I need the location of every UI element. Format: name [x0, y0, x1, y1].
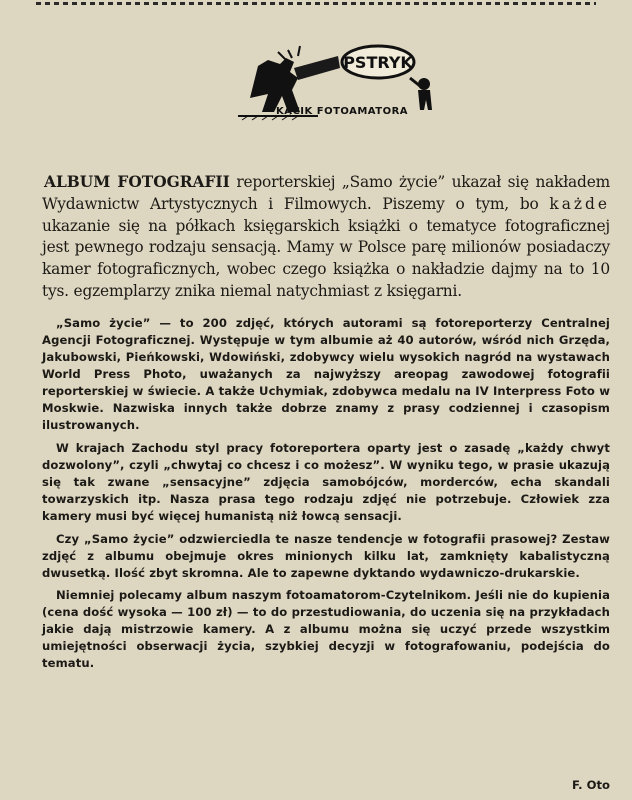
lead-caps: ALBUM FOTOGRAFII [44, 173, 230, 191]
paragraph-1: „Samo życie” — to 200 zdjęć, których autorami są fotoreporterzy Centralnej Agencji Fotograficznej. Występuje w tym albumie aż 40 autorów, wśród nich Grzęda, Jakubowski, Pieńkowski, Wdowiński, zdobywcy wielu wysokich nagród na wystawach World Press Photo, uważanych za najwyższy areopag zawodowej fotografii reporterskiej w świecie. A także Uchymiak, zdobywca medalu na IV Interpress Foto w Moskwie. Nazwiska innych także dobrze znamy z prasy codziennej i czasopism ilustrowanych. [42, 315, 610, 432]
logo-title: PSTRYK [343, 53, 413, 72]
top-dashed-rule [36, 2, 596, 5]
lead-text-2: ukazanie się na półkach księgarskich książki o tematyce fotograficznej jest pewnego rodzaju sensacją. Mamy w Polsce parę milionów posiadaczy kamer fotograficznych, wobec czego książka o nakładzie dajmy na to 10 tys. egzemplarzy znika niemal natychmiast z księgarni. [42, 216, 610, 300]
camera-beam [294, 56, 340, 80]
paragraph-3: Czy „Samo życie” odzwierciedla te nasze tendencje w fotografii prasowej? Zestaw zdjęć z albumu obejmuje okres minionych kilku lat, zamknięty kabalistyczną dwusetką. Ilość zbyt skromna. Ale to zapewne dyktando wydawniczo-drukarskie. [42, 531, 610, 580]
flash-burst [278, 46, 300, 60]
author-signature: F. Oto [571, 778, 610, 792]
logo-subtitle: KĄCIK FOTOAMATORA [275, 106, 409, 117]
lead-text-1: reporterskiej „Samo życie” ukazał się nakładem Wydawnictw Artystycznych i Filmowych. Piszemy o tym, bo [42, 173, 610, 213]
lead-emphasis: każde [549, 194, 610, 213]
article-body [42, 172, 610, 672]
photographer-figure [250, 58, 300, 112]
paragraph-2: W krajach Zachodu styl pracy fotoreportera oparty jest o zasadę „każdy chwyt dozwolony”, czyli „chwytaj co chcesz i co możesz”. W wyniku tego, w prasie ukazują się tak zwane „sensacyjne” zdjęcia samobójców, morderców, echa skandali towarzyskich itp. Nasza prasa tego rodzaju zdjęć nie potrzebuje. Człowiek zza kamery musi być więcej humanistą niż łowcą sensacji. [42, 440, 610, 523]
paragraph-4: Niemniej polecamy album naszym fotoamatorom-Czytelnikom. Jeśli nie do kupienia (cena dość wysoka — 100 zł) — to do przestudiowania, do uczenia się na przykładach jakie dają mistrzowie kamery. A z albumu można się uczyć przede wszystkim umiejętności obserwacji życia, szybkiej decyzji w fotografowaniu, podejścia do tematu. [42, 587, 610, 670]
lead-paragraph [42, 172, 610, 303]
